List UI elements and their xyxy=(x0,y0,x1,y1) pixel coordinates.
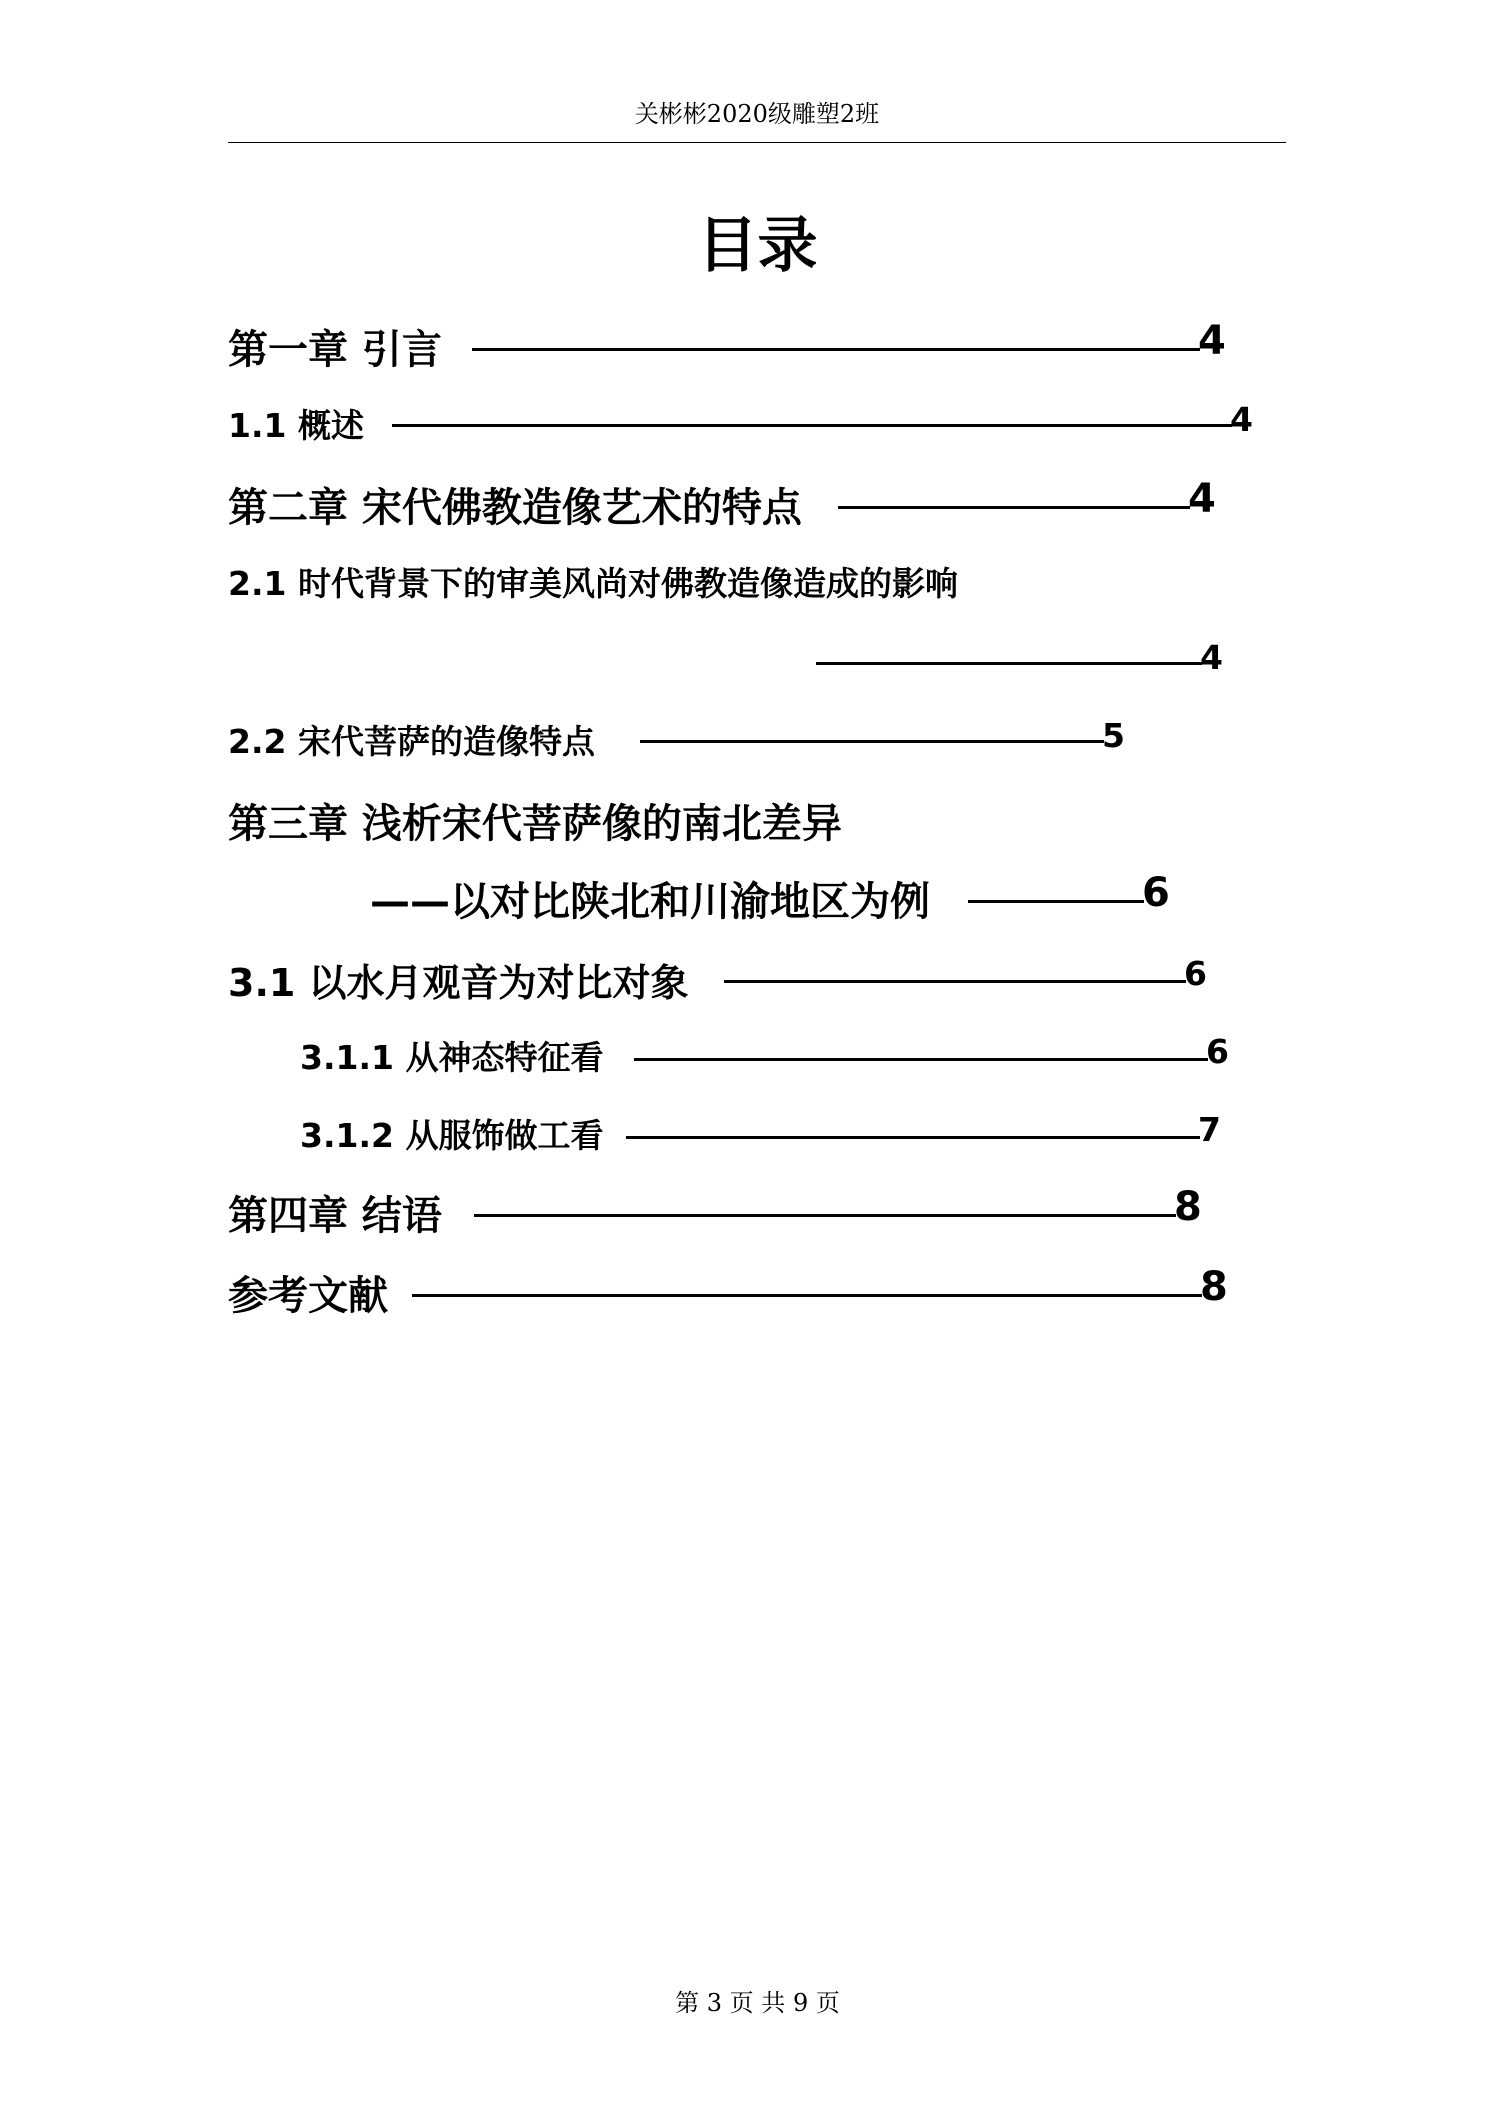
toc-leader-line xyxy=(838,506,1190,509)
toc-leader-line xyxy=(412,1294,1202,1297)
toc-entry-section-1-1[interactable]: 1.1 概述 xyxy=(228,406,364,445)
toc-entry-chapter-1[interactable]: 第一章 引言 xyxy=(228,327,442,373)
page-footer: 第 3 页 共 9 页 xyxy=(675,1989,840,2017)
toc-leader-line xyxy=(626,1136,1200,1139)
toc-entry-section-2-1[interactable]: 2.1 时代背景下的审美风尚对佛教造像造成的影响 xyxy=(228,564,958,603)
toc-page-number: 4 xyxy=(1188,476,1216,522)
toc-entry-chapter-4[interactable]: 第四章 结语 xyxy=(228,1193,442,1239)
toc-leader-line xyxy=(634,1058,1208,1061)
toc-leader-line xyxy=(968,900,1144,903)
toc-leader-line xyxy=(472,348,1200,351)
toc-entry-section-2-2[interactable]: 2.2 宋代菩萨的造像特点 xyxy=(228,722,595,761)
toc-page-number: 6 xyxy=(1142,870,1170,916)
toc-page-number: 4 xyxy=(1230,400,1253,439)
toc-leader-line xyxy=(392,424,1232,427)
toc-leader-line xyxy=(640,740,1104,743)
toc-entry-chapter-3-subtitle[interactable]: ——以对比陕北和川渝地区为例 xyxy=(370,879,930,925)
toc-entry-chapter-3[interactable]: 第三章 浅析宋代菩萨像的南北差异 xyxy=(228,801,842,847)
toc-page-number: 6 xyxy=(1184,954,1207,993)
toc-page-number: 4 xyxy=(1200,638,1223,677)
page-header: 关彬彬2020级雕塑2班 xyxy=(228,96,1286,143)
page-title: 目录 xyxy=(697,211,818,281)
toc-entry-section-3-1-2[interactable]: 3.1.2 从服饰做工看 xyxy=(300,1116,604,1155)
toc-entry-section-3-1[interactable]: 3.1 以水月观音为对比对象 xyxy=(228,961,689,1005)
toc-leader-line xyxy=(724,980,1186,983)
toc-entry-section-3-1-1[interactable]: 3.1.1 从神态特征看 xyxy=(300,1038,604,1077)
toc-page-number: 4 xyxy=(1198,318,1226,364)
toc-page-number: 8 xyxy=(1200,1264,1228,1310)
toc-page-number: 7 xyxy=(1198,1110,1221,1149)
toc-leader-line xyxy=(474,1214,1176,1217)
toc-entry-references[interactable]: 参考文献 xyxy=(228,1273,388,1319)
toc-page-number: 6 xyxy=(1206,1032,1229,1071)
toc-page-number: 8 xyxy=(1174,1184,1202,1230)
toc-entry-chapter-2[interactable]: 第二章 宋代佛教造像艺术的特点 xyxy=(228,485,802,531)
toc-page-number: 5 xyxy=(1102,716,1125,755)
toc-leader-line xyxy=(816,662,1202,665)
